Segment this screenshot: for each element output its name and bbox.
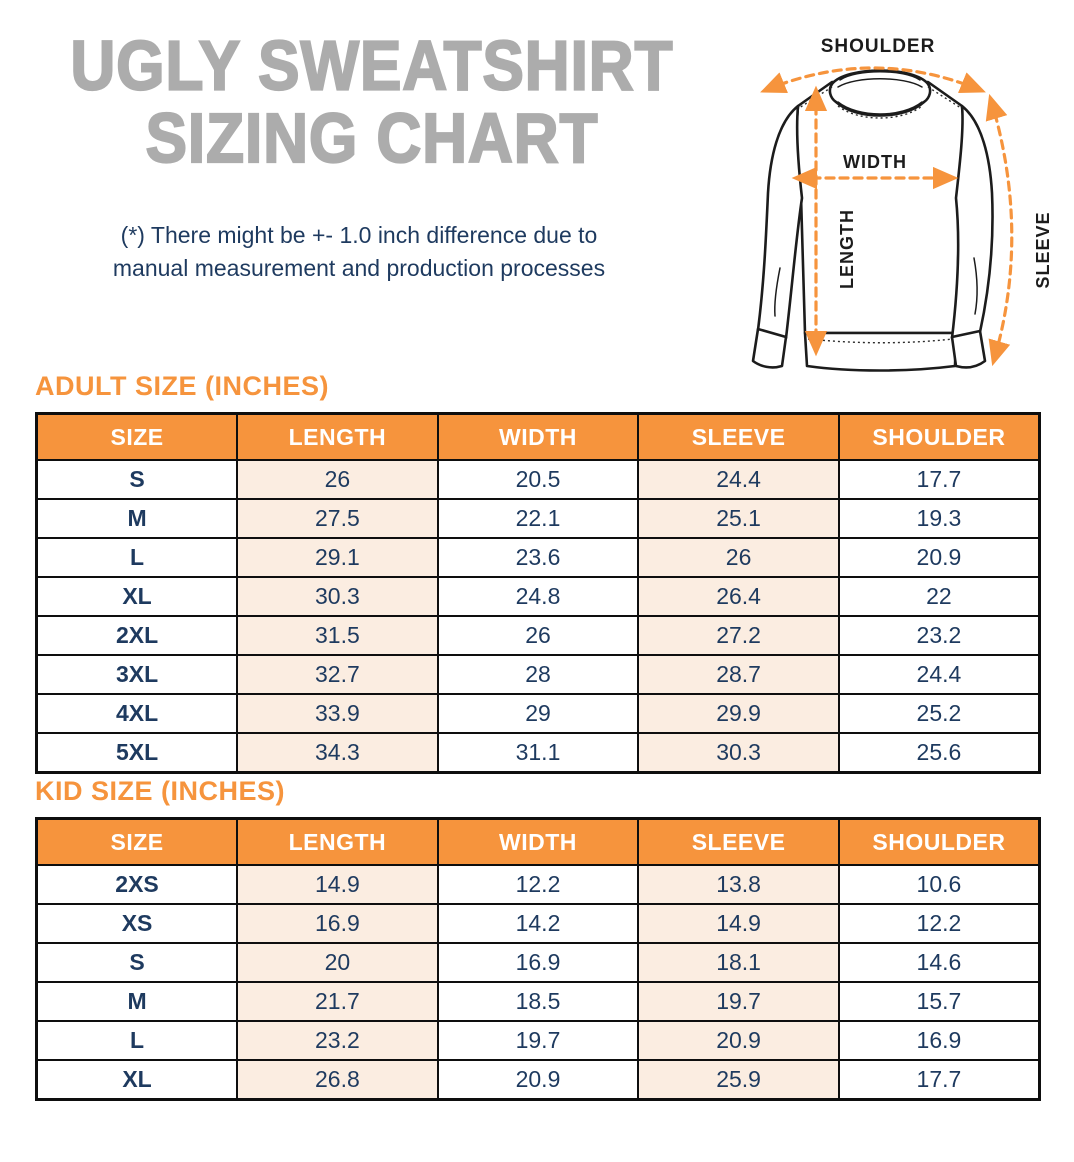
- size-cell: XS: [37, 904, 238, 943]
- sweatshirt-measurement-diagram: [728, 18, 1072, 380]
- value-cell: 23.6: [438, 538, 639, 577]
- value-cell: 29.1: [237, 538, 438, 577]
- value-cell: 14.2: [438, 904, 639, 943]
- value-cell: 14.9: [237, 865, 438, 904]
- value-cell: 18.5: [438, 982, 639, 1021]
- table-row: [37, 733, 1040, 773]
- value-cell: 26: [438, 616, 639, 655]
- value-cell: 17.7: [839, 460, 1040, 499]
- page-title: [16, 27, 728, 178]
- value-cell: 17.7: [839, 1060, 1040, 1100]
- value-cell: 24.4: [638, 460, 839, 499]
- column-header-sleeve: SLEEVE: [638, 819, 839, 866]
- value-cell: 20.9: [839, 538, 1040, 577]
- table-row: [37, 982, 1040, 1021]
- length-label: LENGTH: [837, 209, 857, 289]
- value-cell: 28.7: [638, 655, 839, 694]
- value-cell: 26: [237, 460, 438, 499]
- width-label: WIDTH: [843, 152, 907, 172]
- size-cell: M: [37, 982, 238, 1021]
- table-row: [37, 943, 1040, 982]
- table-row: [37, 538, 1040, 577]
- value-cell: 31.5: [237, 616, 438, 655]
- value-cell: 25.6: [839, 733, 1040, 773]
- size-cell: 5XL: [37, 733, 238, 773]
- value-cell: 24.8: [438, 577, 639, 616]
- value-cell: 25.1: [638, 499, 839, 538]
- value-cell: 13.8: [638, 865, 839, 904]
- table-row: [37, 499, 1040, 538]
- column-header-length: LENGTH: [237, 414, 438, 461]
- value-cell: 16.9: [438, 943, 639, 982]
- value-cell: 15.7: [839, 982, 1040, 1021]
- value-cell: 10.6: [839, 865, 1040, 904]
- adult-size-table: [35, 412, 1041, 774]
- column-header-shoulder: SHOULDER: [839, 819, 1040, 866]
- size-cell: XL: [37, 1060, 238, 1100]
- table-row: [37, 1060, 1040, 1100]
- disclaimer-line1: (*) There might be +- 1.0 inch difference due to: [120, 222, 598, 248]
- disclaimer-line2: manual measurement and production processes: [112, 254, 606, 281]
- value-cell: 19.3: [839, 499, 1040, 538]
- table-row: [37, 904, 1040, 943]
- value-cell: 20: [237, 943, 438, 982]
- sleeve-arrow: [991, 100, 1012, 360]
- sweatshirt-outline: [753, 71, 993, 371]
- value-cell: 20.5: [438, 460, 639, 499]
- value-cell: 20.9: [438, 1060, 639, 1100]
- size-cell: XL: [37, 577, 238, 616]
- value-cell: 19.7: [438, 1021, 639, 1060]
- table-row: [37, 694, 1040, 733]
- size-cell: 4XL: [37, 694, 238, 733]
- kid-size-table: [35, 817, 1041, 1101]
- size-cell: S: [37, 943, 238, 982]
- value-cell: 29: [438, 694, 639, 733]
- value-cell: 28: [438, 655, 639, 694]
- page-title-line1: UGLY SWEATSHIRT: [70, 27, 674, 106]
- column-header-size: SIZE: [37, 819, 238, 866]
- disclaimer-note: [6, 219, 712, 284]
- column-header-width: WIDTH: [438, 819, 639, 866]
- header-row: [37, 414, 1040, 461]
- value-cell: 24.4: [839, 655, 1040, 694]
- table-row: [37, 616, 1040, 655]
- table-row: [37, 865, 1040, 904]
- table-row: [37, 655, 1040, 694]
- value-cell: 22: [839, 577, 1040, 616]
- column-header-size: SIZE: [37, 414, 238, 461]
- adult-size-heading: ADULT SIZE (INCHES): [35, 371, 329, 401]
- size-cell: M: [37, 499, 238, 538]
- value-cell: 23.2: [237, 1021, 438, 1060]
- value-cell: 19.7: [638, 982, 839, 1021]
- value-cell: 27.2: [638, 616, 839, 655]
- value-cell: 30.3: [638, 733, 839, 773]
- size-cell: 2XS: [37, 865, 238, 904]
- size-cell: 2XL: [37, 616, 238, 655]
- value-cell: 12.2: [839, 904, 1040, 943]
- table-row: [37, 1021, 1040, 1060]
- value-cell: 14.6: [839, 943, 1040, 982]
- value-cell: 27.5: [237, 499, 438, 538]
- value-cell: 26: [638, 538, 839, 577]
- value-cell: 21.7: [237, 982, 438, 1021]
- value-cell: 29.9: [638, 694, 839, 733]
- value-cell: 26.4: [638, 577, 839, 616]
- value-cell: 16.9: [839, 1021, 1040, 1060]
- size-cell: L: [37, 1021, 238, 1060]
- value-cell: 16.9: [237, 904, 438, 943]
- value-cell: 12.2: [438, 865, 639, 904]
- size-cell: S: [37, 460, 238, 499]
- value-cell: 32.7: [237, 655, 438, 694]
- table-row: [37, 577, 1040, 616]
- value-cell: 18.1: [638, 943, 839, 982]
- column-header-shoulder: SHOULDER: [839, 414, 1040, 461]
- value-cell: 34.3: [237, 733, 438, 773]
- kid-size-heading: KID SIZE (INCHES): [35, 776, 286, 806]
- size-cell: 3XL: [37, 655, 238, 694]
- column-header-width: WIDTH: [438, 414, 639, 461]
- size-cell: L: [37, 538, 238, 577]
- value-cell: 20.9: [638, 1021, 839, 1060]
- sleeve-label: SLEEVE: [1033, 211, 1053, 289]
- table-row: [37, 460, 1040, 499]
- value-cell: 23.2: [839, 616, 1040, 655]
- value-cell: 33.9: [237, 694, 438, 733]
- column-header-length: LENGTH: [237, 819, 438, 866]
- header-row: [37, 819, 1040, 866]
- value-cell: 22.1: [438, 499, 639, 538]
- value-cell: 14.9: [638, 904, 839, 943]
- value-cell: 31.1: [438, 733, 639, 773]
- value-cell: 25.9: [638, 1060, 839, 1100]
- value-cell: 26.8: [237, 1060, 438, 1100]
- page-title-line2: SIZING CHART: [145, 100, 599, 178]
- value-cell: 30.3: [237, 577, 438, 616]
- column-header-sleeve: SLEEVE: [638, 414, 839, 461]
- value-cell: 25.2: [839, 694, 1040, 733]
- shoulder-label: SHOULDER: [820, 36, 936, 57]
